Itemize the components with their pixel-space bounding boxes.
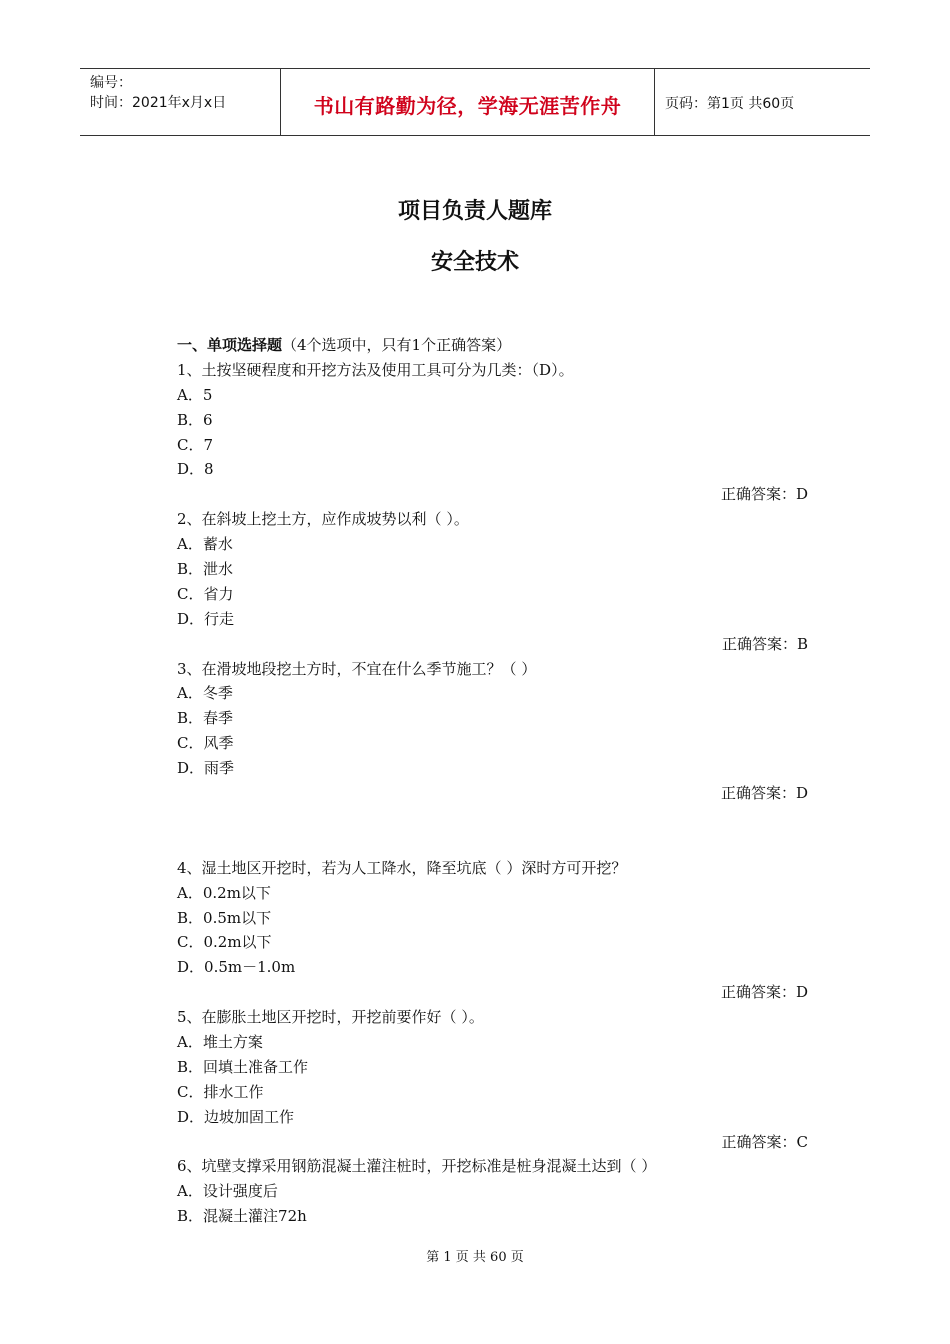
option-d: D．8 xyxy=(177,460,214,479)
option-c: C．0.2m以下 xyxy=(177,933,272,952)
option-b: B．回填土准备工作 xyxy=(177,1057,309,1076)
option-b: B．混凝土灌注72h xyxy=(177,1207,307,1226)
option-b: B．泄水 xyxy=(177,560,234,579)
header-motto-cell xyxy=(281,69,655,135)
motto: 书山有路勤为径，学海无涯苦作舟 xyxy=(313,93,622,118)
question-stem: 3、在滑坡地段挖土方时，不宜在什么季节施工？（ ） xyxy=(177,659,537,678)
option-c: C．7 xyxy=(177,435,214,454)
option-a: A．5 xyxy=(177,385,213,404)
correct-answer: 正确答案：D xyxy=(720,983,808,1002)
correct-answer: 正确答案：D xyxy=(720,485,808,504)
question-stem: 5、在膨胀土地区开挖时，开挖前要作好（ ）。 xyxy=(177,1008,484,1027)
option-c: C．省力 xyxy=(177,584,234,603)
correct-answer: 正确答案：C xyxy=(721,1132,808,1151)
correct-answer: 正确答案：D xyxy=(720,784,808,803)
option-a: A．蓄水 xyxy=(177,535,233,554)
section-title: 一、单项选择题 xyxy=(177,336,283,354)
page-footer: 第 1 页 共 60 页 xyxy=(426,1250,524,1265)
question-stem: 6、坑壁支撑采用钢筋混凝土灌注桩时，开挖标准是桩身混凝土达到（ ） xyxy=(177,1157,657,1176)
page-info: 页码：第1页 共60页 xyxy=(665,96,795,112)
document-date: 时间：2021年x月x日 xyxy=(90,95,227,111)
question-2 xyxy=(177,507,817,656)
spacer xyxy=(177,806,817,856)
option-a: A．设计强度后 xyxy=(177,1182,278,1201)
header-page-cell xyxy=(655,69,870,135)
section-heading xyxy=(177,333,817,358)
option-a: A．堆土方案 xyxy=(177,1032,263,1051)
option-d: D．雨季 xyxy=(177,759,235,778)
question-5 xyxy=(177,1005,817,1154)
header-info-cell xyxy=(80,69,281,135)
document-title: 项目负责人题库 xyxy=(397,199,552,224)
option-d: D．行走 xyxy=(177,609,235,628)
question-list xyxy=(177,333,817,1229)
option-a: A．冬季 xyxy=(177,684,233,703)
question-stem: 1、土按坚硬程度和开挖方法及使用工具可分为几类：（D）。 xyxy=(177,360,574,379)
option-c: C．排水工作 xyxy=(177,1082,264,1101)
question-stem: 2、在斜坡上挖土方，应作成坡势以利（ ）。 xyxy=(177,510,469,529)
option-c: C．风季 xyxy=(177,734,234,753)
option-b: B．春季 xyxy=(177,709,234,728)
question-1 xyxy=(177,358,817,507)
page-header xyxy=(80,68,870,136)
question-6 xyxy=(177,1154,817,1229)
question-3 xyxy=(177,657,817,806)
question-4 xyxy=(177,856,817,1005)
option-d: D．0.5m－1.0m xyxy=(177,958,296,977)
section-note: （4个选项中，只有1个正确答案） xyxy=(282,336,512,354)
document-subtitle: 安全技术 xyxy=(430,250,519,275)
option-b: B．6 xyxy=(177,410,213,429)
option-b: B．0.5m以下 xyxy=(177,908,272,927)
option-d: D．边坡加固工作 xyxy=(177,1107,295,1126)
question-stem: 4、湿土地区开挖时，若为人工降水，降至坑底（ ）深时方可开挖？ xyxy=(177,858,627,877)
document-number: 编号： xyxy=(90,75,132,91)
correct-answer: 正确答案：B xyxy=(721,634,808,653)
option-a: A．0.2m以下 xyxy=(177,883,271,902)
